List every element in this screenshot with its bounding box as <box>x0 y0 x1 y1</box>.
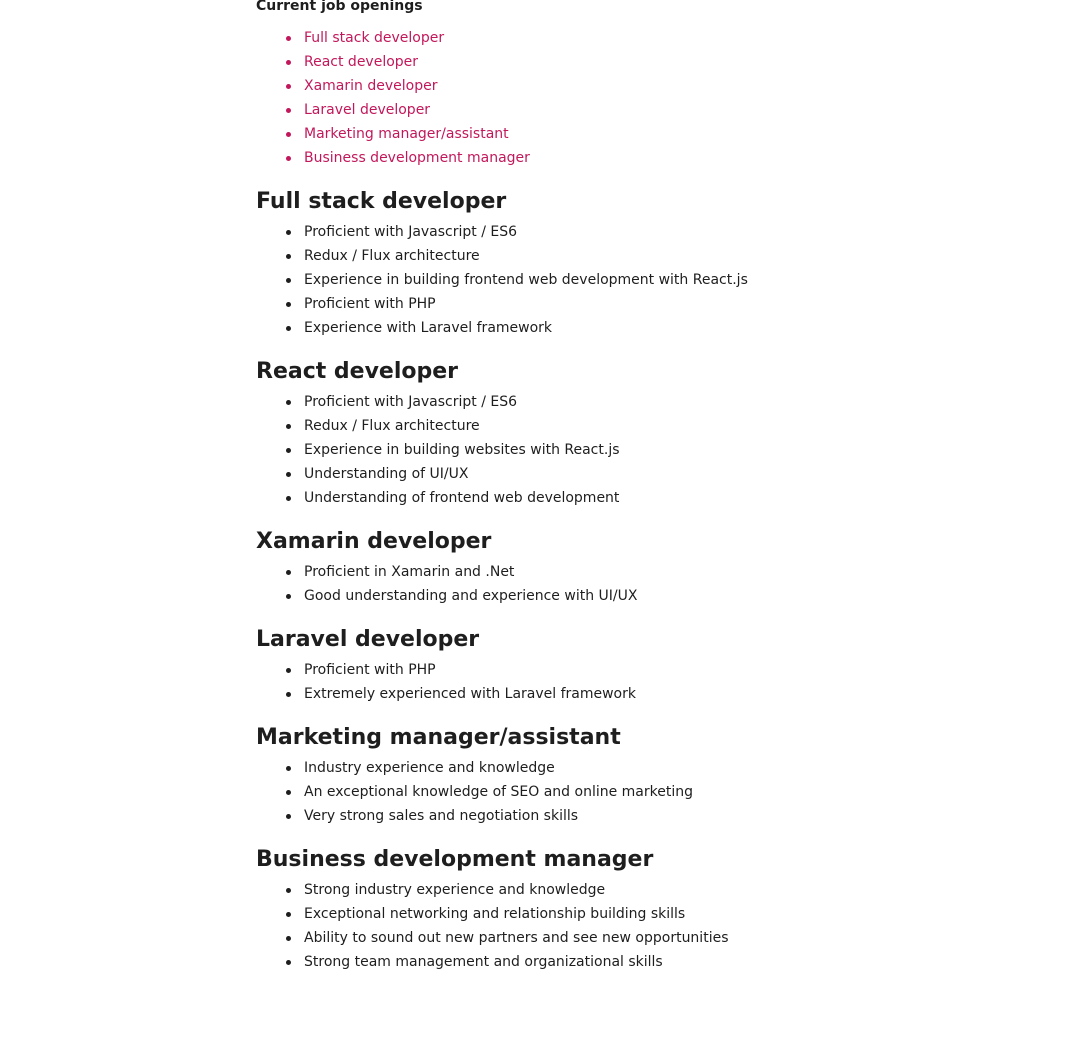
link-full-stack-developer[interactable]: Full stack developer <box>304 30 445 46</box>
link-marketing-manager[interactable]: Marketing manager/assistant <box>304 126 509 142</box>
section-heading-laravel: Laravel developer <box>256 627 480 652</box>
requirements-list-laravel <box>256 658 1016 706</box>
list-item <box>304 74 1016 98</box>
list-item: An exceptional knowledge of SEO and online marketing <box>304 780 1016 804</box>
list-item: Redux / Flux architecture <box>304 414 1016 438</box>
list-item: Strong team management and organizational skills <box>304 950 1016 974</box>
list-item: Proficient with PHP <box>304 292 1016 316</box>
list-item <box>304 26 1016 50</box>
list-item: Ability to sound out new partners and see new opportunities <box>304 926 1016 950</box>
requirements-list-xamarin <box>256 560 1016 608</box>
list-item: Strong industry experience and knowledge <box>304 878 1016 902</box>
section-heading-react: React developer <box>256 359 459 384</box>
list-item: Very strong sales and negotiation skills <box>304 804 1016 828</box>
link-laravel-developer[interactable]: Laravel developer <box>304 102 431 118</box>
list-item: Good understanding and experience with UI/UX <box>304 584 1016 608</box>
list-item: Experience with Laravel framework <box>304 316 1016 340</box>
list-item <box>304 98 1016 122</box>
section-heading-xamarin: Xamarin developer <box>256 529 492 554</box>
openings-title: Current job openings <box>256 0 423 14</box>
link-react-developer[interactable]: React developer <box>304 54 419 70</box>
list-item: Proficient with PHP <box>304 658 1016 682</box>
list-item: Industry experience and knowledge <box>304 756 1016 780</box>
list-item: Proficient in Xamarin and .Net <box>304 560 1016 584</box>
link-business-development-manager[interactable]: Business development manager <box>304 150 530 166</box>
list-item: Understanding of frontend web development <box>304 486 1016 510</box>
requirements-list-full-stack <box>256 220 1016 340</box>
section-heading-marketing: Marketing manager/assistant <box>256 725 621 750</box>
list-item: Proficient with Javascript / ES6 <box>304 390 1016 414</box>
requirements-list-react <box>256 390 1016 510</box>
list-item: Extremely experienced with Laravel framework <box>304 682 1016 706</box>
job-openings-content <box>256 0 1016 974</box>
list-item: Exceptional networking and relationship building skills <box>304 902 1016 926</box>
openings-link-list <box>256 26 1016 170</box>
requirements-list-business-development <box>256 878 1016 974</box>
list-item: Proficient with Javascript / ES6 <box>304 220 1016 244</box>
list-item: Understanding of UI/UX <box>304 462 1016 486</box>
list-item <box>304 50 1016 74</box>
list-item <box>304 122 1016 146</box>
section-heading-business-development: Business development manager <box>256 847 654 872</box>
list-item <box>304 146 1016 170</box>
requirements-list-marketing <box>256 756 1016 828</box>
list-item: Redux / Flux architecture <box>304 244 1016 268</box>
link-xamarin-developer[interactable]: Xamarin developer <box>304 78 438 94</box>
section-heading-full-stack: Full stack developer <box>256 189 507 214</box>
list-item: Experience in building websites with React.js <box>304 438 1016 462</box>
list-item: Experience in building frontend web development with React.js <box>304 268 1016 292</box>
